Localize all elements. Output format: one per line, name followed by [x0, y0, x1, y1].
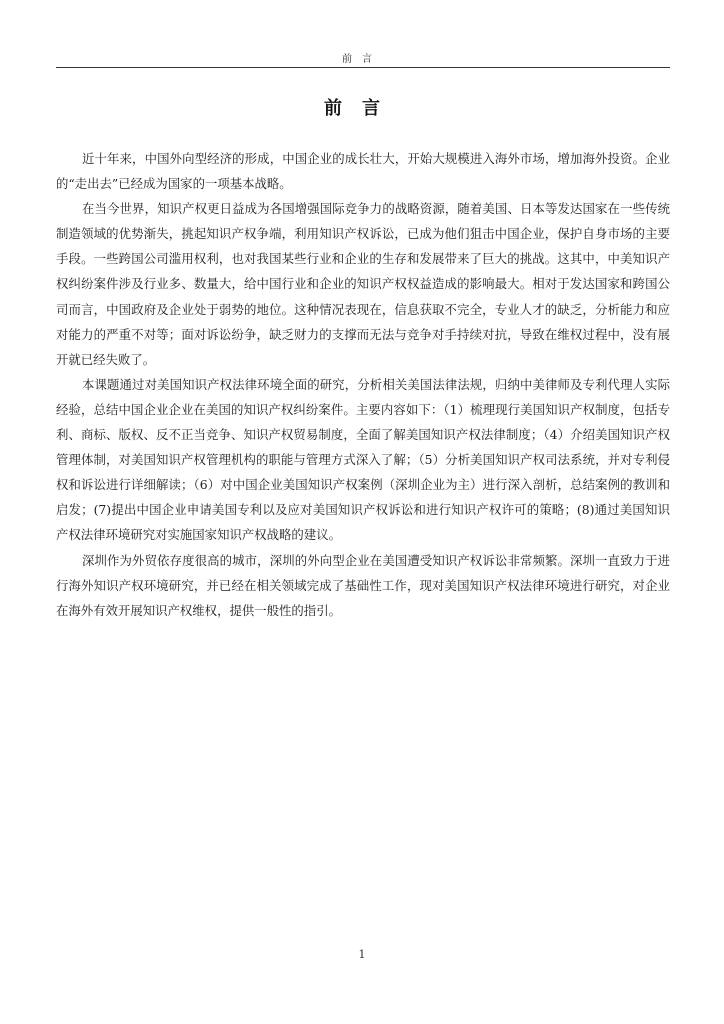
page-title: 前言: [324, 98, 400, 119]
page-number: 1: [358, 948, 366, 961]
paragraph-1: 近十年来，中国外向型经济的形成，中国企业的成长壮大，开始大规模进入海外市场，增加海外投资。企业的“走出去”已经成为国家的一项基本战略。: [56, 151, 670, 192]
paragraph-4: 深圳作为外贸依存度很高的城市，深圳的外向型企业在美国遭受知识产权诉讼非常频繁。深圳一直致力于进行海外知识产权环境研究，并已经在相关领域完成了基础性工作，现对美国知识产权法律环境进行研究，对企业在海外有效开展知识产权维权，提供一般性的指引。: [56, 552, 670, 618]
header-rule: [56, 67, 670, 68]
body-text: [56, 146, 670, 623]
running-header: 前言: [342, 54, 382, 65]
paragraph-2: 在当今世界，知识产权更日益成为各国增强国际竞争力的战略资源，随着美国、日本等发达国家在一些传统制造领域的优势渐失，挑起知识产权争端，利用知识产权诉讼，已成为他们狙击中国企业，保护自身市场的主要手段。一些跨国公司滥用权利，也对我国某些行业和企业的生存和发展带来了巨大的挑战。这其中，中美知识产权纠纷案件涉及行业多、数量大，给中国行业和企业的知识产权权益造成的影响最大。相对于发达国家和跨国公司而言，中国政府及企业处于弱势的地位。这种情况表现在，信息获取不完全，专业人才的缺乏，分析能力和应对能力的严重不对等；面对诉讼纷争，缺乏财力的支撑而无法与竞争对手持续对抗，导致在维权过程中，没有展开就已经失败了。: [56, 201, 670, 367]
paragraph-3: 本课题通过对美国知识产权法律环境全面的研究，分析相关美国法律法规，归纳中美律师及专利代理人实际经验，总结中国企业企业在美国的知识产权纠纷案件。主要内容如下：（1）梳理现行美国知识产权制度，包括专利、商标、版权、反不正当竞争、知识产权贸易制度，全面了解美国知识产权法律制度；（4）介绍美国知识产权管理体制，对美国知识产权管理机构的职能与管理方式深入了解；（5）分析美国知识产权司法系统，并对专利侵权和诉讼进行详细解读；（6）对中国企业美国知识产权案例（深圳企业为主）进行深入剖析，总结案例的教训和启发；(7)提出中国企业申请美国专利以及应对美国知识产权诉讼和进行知识产权许可的策略；(8)通过美国知识产权法律环境研究对实施国家知识产权战略的建议。: [56, 376, 670, 543]
